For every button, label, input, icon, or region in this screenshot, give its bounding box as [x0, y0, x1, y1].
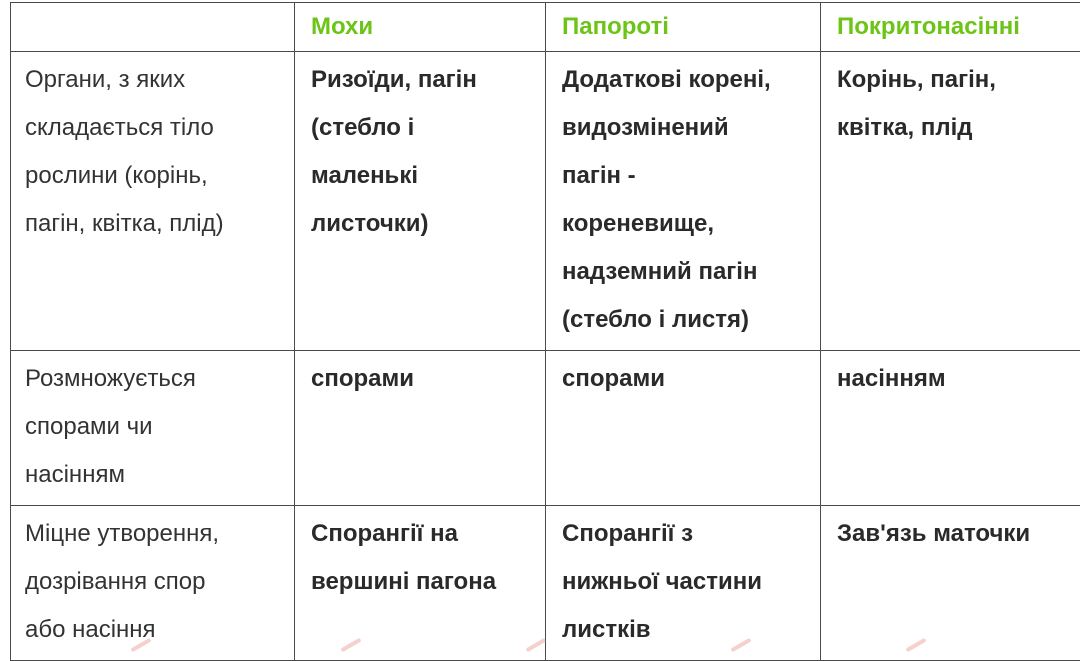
table-row	[11, 52, 1080, 351]
table-cell	[821, 52, 1080, 351]
table-cell	[546, 506, 821, 661]
row-label-cell	[11, 506, 295, 661]
cell-text: Зав'язь маточки	[837, 506, 1075, 564]
row-label: Розмножується спорами чи насінням	[25, 351, 284, 505]
row-label: Міцне утворення, дозрівання спор або насіння	[25, 506, 284, 660]
cell-text: Додаткові корені, видозмінений пагін - кореневище, надземний пагін (стебло і листя)	[562, 52, 810, 350]
table-cell	[821, 506, 1080, 661]
table-cell	[295, 52, 546, 351]
header-cell-ferns: Папороті	[546, 3, 821, 52]
table-cell	[295, 506, 546, 661]
cell-text: спорами	[562, 351, 810, 409]
table-row	[11, 351, 1080, 506]
cell-text: спорами	[311, 351, 535, 409]
row-label-cell	[11, 52, 295, 351]
cell-text: Спорангії з нижньої частини листків	[562, 506, 810, 660]
table-cell	[295, 351, 546, 506]
row-label: Органи, з яких складається тіло рослини (корінь, пагін, квітка, плід)	[25, 52, 284, 254]
cell-text: Ризоїди, пагін (стебло і маленькі листочки)	[311, 52, 535, 254]
header-row	[11, 3, 1080, 52]
header-cell-mosses: Мохи	[295, 3, 546, 52]
row-label-cell	[11, 351, 295, 506]
header-cell-angiosperms: Покритонасінні	[821, 3, 1080, 52]
cell-text: насінням	[837, 351, 1075, 409]
table-cell	[546, 52, 821, 351]
header-cell-empty	[11, 3, 295, 52]
comparison-table	[10, 2, 1080, 661]
table-row	[11, 506, 1080, 661]
cell-text: Спорангії на вершині пагона	[311, 506, 535, 612]
cell-text: Корінь, пагін, квітка, плід	[837, 52, 1075, 158]
table-cell	[546, 351, 821, 506]
table-cell	[821, 351, 1080, 506]
